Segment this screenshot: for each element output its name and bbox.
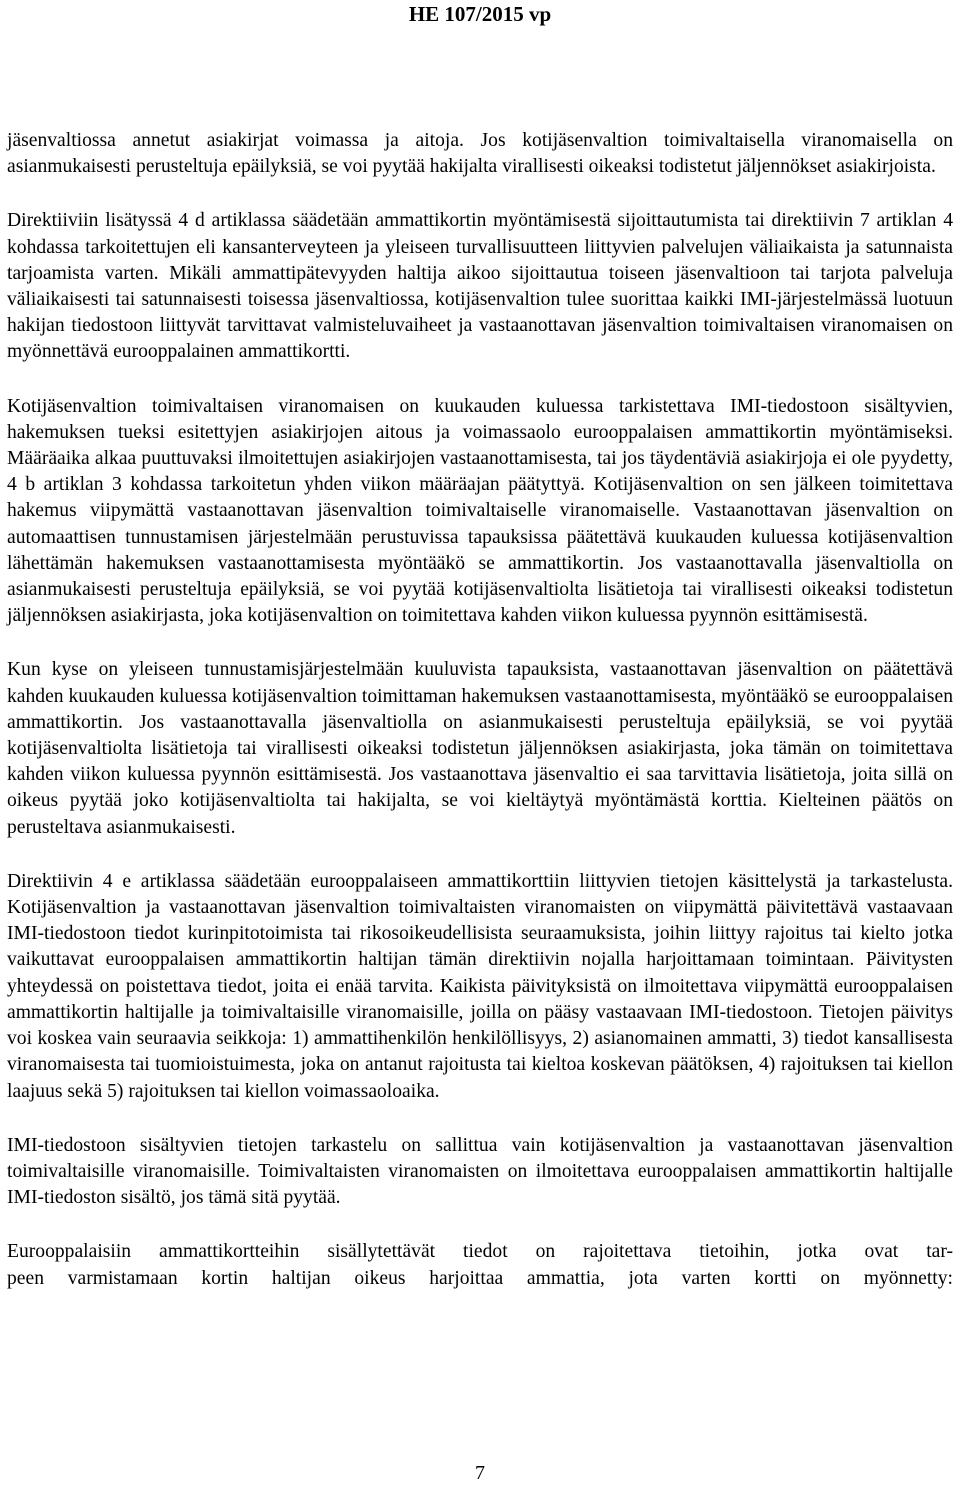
paragraph: Direktiivin 4 e artiklassa säädetään eurooppalaiseen ammattikorttiin liittyvien tietojen käsittelystä ja tarkastelusta. Kotijäsenvaltion ja vastaanottavan jäsenvaltion toimivaltaisten viranomaisten on viipymättä päivitettävä vastaavaan IMI-tiedostoon tiedot kurinpitotoimista tai rikosoikeudellisista seuraamuksista, joihin liittyy rajoitus tai kielto jotka vaikuttavat eurooppalaisen ammattikortin haltijan tämän direktiivin nojalla harjoittamaan toimintaan. Päivitysten yhteydessä on poistettava tiedot, joita ei enää tarvita. Kaikista päivityksistä on ilmoitettava viipymättä eurooppalaisen ammattikortin haltijalle ja toimivaltaisille viranomaisille, joilla on pääsy vastaavaan IMI-tiedostoon. Tietojen päivitys voi koskea vain seuraavia seikkoja: 1) ammattihenkilön henkilöllisyys, 2) asianomainen ammatti, 3) tiedot kansallisesta viranomaisesta tai tuomioistuimesta, joka on antanut rajoitusta tai kieltoa koskevan päätöksen, 4) rajoituksen tai kiellon laajuus sekä 5) rajoituksen tai kiellon voimassaoloaika. bbox=[7, 870, 953, 1102]
paragraph: IMI-tiedostoon sisältyvien tietojen tarkastelu on sallittua vain kotijäsenvaltion ja vastaanottavan jäsenvaltion toimivaltaisille viranomaisille. Toimivaltaisten viranomaisten on ilmoitettava eurooppalaisen ammattikortin haltijalle IMI-tiedoston sisältö, jos tämä sitä pyytää. bbox=[7, 1134, 953, 1209]
document-body bbox=[7, 128, 953, 1320]
paragraph: Kun kyse on yleiseen tunnustamisjärjestelmään kuuluvista tapauksista, vastaanottavan jäsenvaltion on päätettävä kahden kuukauden kuluessa kotijäsenvaltion toimittaman hakemuksen vastaanottamisesta, myöntääkö se eurooppalaisen ammattikortin. Jos vastaanottavalla jäsenvaltiolla on asianmukaisesti perusteltuja epäilyksiä, se voi pyytää kotijäsenvaltiolta lisätietoja tai virallisesti oikeaksi todistetun jäljennöksen asiakirjasta, joka tämän on toimitettava kahden viikon kuluessa pyynnön esittämisestä. Jos vastaanottava jäsenvaltio ei saa tarvittavia lisätietoja, joita sillä on oikeus pyytää joko kotijäsenvaltiolta tai hakijalta, se voi kieltäytyä myöntämästä korttia. Kielteinen päätös on perusteltava asianmukaisesti. bbox=[7, 659, 953, 838]
paragraph: Direktiiviin lisätyssä 4 d artiklassa säädetään ammattikortin myöntämisestä sijoittautumista tai direktiivin 7 artiklan 4 kohdassa tarkoitettujen eli kansanterveyteen ja yleiseen turvallisuutteen liittyvien palvelujen väliaikaista ja satunnaista tarjoamista varten. Mikäli ammattipätevyyden haltija aikoo sijoittautua toiseen jäsenvaltioon tai tarjota palveluja väliaikaisesti tai satunnaisesti toisessa jäsenvaltiossa, kotijäsenvaltion tulee suorittaa kaikki IMI-järjestelmässä luotuun hakijan tiedostoon liittyvät tarvittavat valmisteluvaiheet ja vastaanottavan jäsenvaltion toimivaltaisen viranomaisen on myönnettävä eurooppalainen ammattikortti. bbox=[7, 210, 953, 363]
paragraph-line: peen varmistamaan kortin haltijan oikeus harjoittaa ammattia, jota varten kortti on myönnetty: bbox=[7, 1267, 953, 1289]
paragraph: Kotijäsenvaltion toimivaltaisen viranomaisen on kuukauden kuluessa tarkistettava IMI-tiedostoon sisältyvien, hakemuksen tueksi esitettyjen asiakirjojen aitous ja voimassaolo eurooppalaisen ammattikortin myöntämiseksi. Määräaika alkaa puuttuvaksi ilmoitettujen asiakirjojen vastaanottamisesta, tai jos täydentäviä asiakirjoja ei ole pyydetty, 4 b artiklan 3 kohdassa tarkoitetun yhden viikon määräajan päätyttyä. Kotijäsenvaltion on sen jälkeen toimitettava hakemus viipymättä vastaanottavan jäsenvaltion toimivaltaiselle viranomaiselle. Vastaanottavan jäsenvaltion on automaattisen tunnustamisen järjestelmään perustuvissa tapauksissa päätettävä kuukauden kuluessa kotijäsenvaltion lähettämän hakemuksen vastaanottamisesta myöntääkö se ammattikortin. Jos vastaanottavalla jäsenvaltiolla on asianmukaisesti perusteltuja epäilyksiä, se voi pyytää kotijäsenvaltiolta lisätietoja tai virallisesti oikeaksi todistetun jäljennöksen asiakirjasta, joka kotijäsenvaltion on toimitettava kahden viikon kuluessa pyynnön esittämisestä. bbox=[7, 395, 953, 627]
paragraph-continued bbox=[7, 1239, 953, 1291]
document-header: HE 107/2015 vp bbox=[408, 2, 552, 26]
paragraph-line: Eurooppalaisiin ammattikortteihin sisällytettävät tiedot on rajoitettava tietoihin, jotka ovat tar- bbox=[7, 1241, 953, 1263]
paragraph: jäsenvaltiossa annetut asiakirjat voimassa ja aitoja. Jos kotijäsenvaltion toimivaltaisella viranomaisella on asianmukaisesti perusteltuja epäilyksiä, se voi pyytää hakijalta virallisesti oikeaksi todistetut jäljennökset asiakirjoista. bbox=[7, 130, 953, 178]
page-number: 7 bbox=[475, 1462, 485, 1484]
